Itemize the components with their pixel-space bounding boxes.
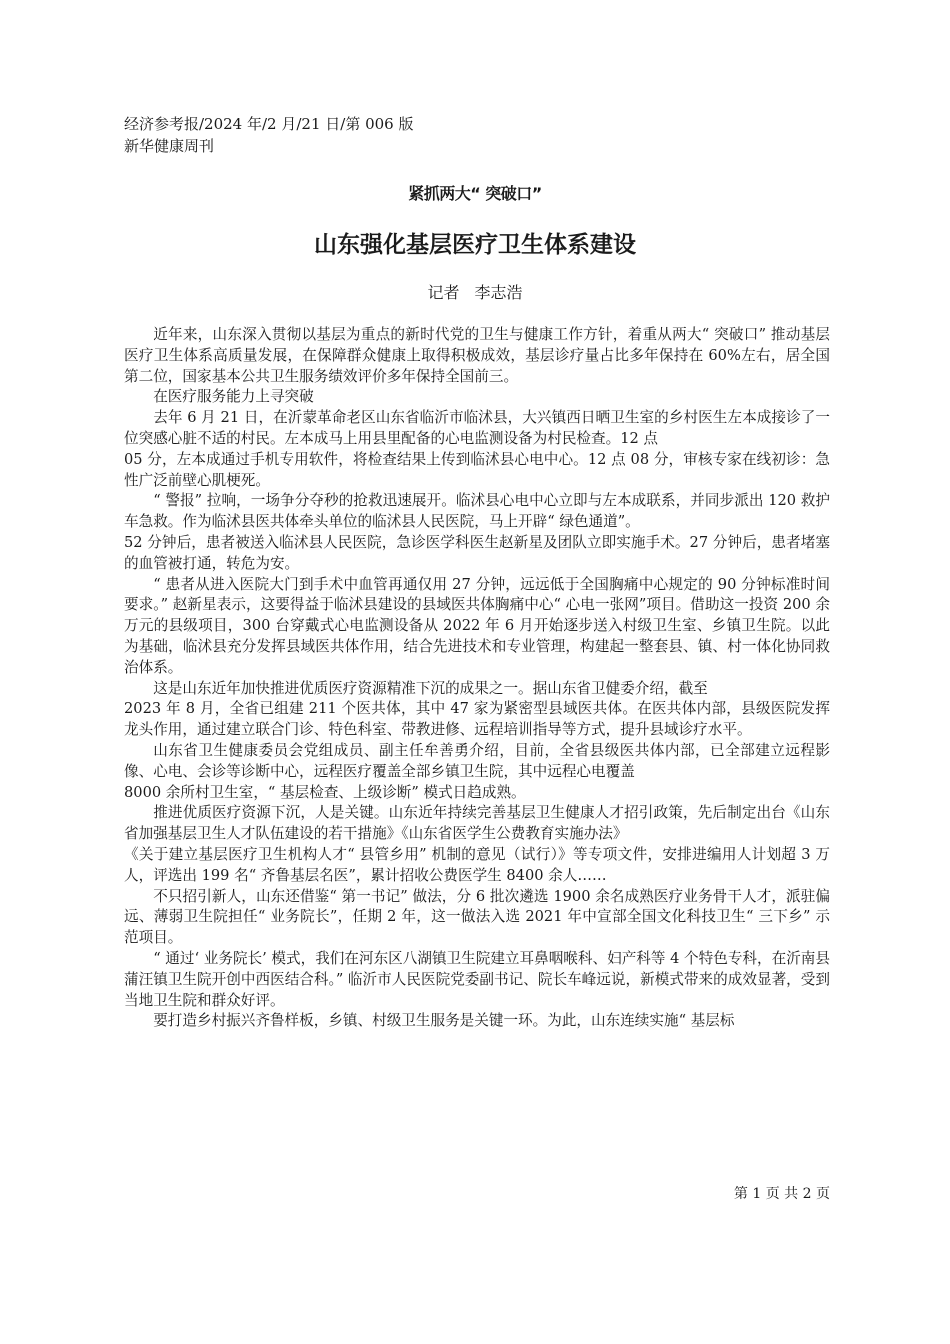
paragraph: 山东省卫生健康委员会党组成员、副主任牟善勇介绍，目前，全省县级医共体内部，已全部建立远程影像、心电、会诊等诊断中心，远程医疗覆盖全部乡镇卫生院，其中远程心电覆盖 <box>124 741 830 780</box>
article-byline: 记者 李志浩 <box>427 283 523 302</box>
paragraph: 《关于建立基层医疗卫生机构人才“ 县管乡用” 机制的意见（试行）》等专项文件，安排进编用人计划超 3 万人，评选出 199 名“ 齐鲁基层名医”，累计招收公费医学生 8400 余人…… <box>124 845 830 884</box>
paragraph: 去年 6 月 21 日，在沂蒙革命老区山东省临沂市临沭县，大兴镇西日晒卫生室的乡村医生左本成接诊了一位突感心脏不适的村民。左本成马上用县里配备的心电监测设备为村民检查。12 点 <box>124 409 830 447</box>
paragraph: “ 通过‘ 业务院长’ 模式，我们在河东区八湖镇卫生院建立耳鼻咽喉科、妇产科等 4 个特色专科，在沂南县蒲汪镇卫生院开创中西医结合科。” 临沂市人民医院党委副书记、院长车峰远说，新模式带来的成效显著，受到当地卫生院和群众好评。 <box>124 949 830 1009</box>
article-subtitle: 紧抓两大“ 突破口” <box>408 184 542 203</box>
paragraph: 8000 余所村卫生室，“ 基层检查、上级诊断” 模式日趋成熟。 <box>124 783 526 801</box>
paragraph: 2023 年 8 月，全省已组建 211 个医共体，其中 47 家为紧密型县域医共体。在医共体内部，县级医院发挥龙头作用，通过建立联合门诊、特色科室、带教进修、远程培训指导等方式，提升县域诊疗水平。 <box>124 700 830 739</box>
paragraph: 52 分钟后，患者被送入临沭县人民医院，急诊医学科医生赵新星及团队立即实施手术。27 分钟后，患者堵塞的血管被打通，转危为安。 <box>124 533 830 572</box>
paragraph: “ 警报” 拉响，一场争分夺秒的抢救迅速展开。临沭县心电中心立即与左本成联系，并同步派出 120 救护车急救。作为临沭县医共体牵头单位的临沭县人民医院，马上开辟“ 绿色通道”。 <box>124 492 830 531</box>
article-body <box>124 325 830 1032</box>
paragraph: 近年来，山东深入贯彻以基层为重点的新时代党的卫生与健康工作方针，着重从两大“ 突破口” 推动基层医疗卫生体系高质量发展，在保障群众健康上取得积极成效，基层诊疗量占比多年保持在 60%左右，居全国第二位，国家基本公共卫生服务绩效评价多年保持全国前三。 <box>124 326 830 385</box>
paragraph: 这是山东近年加快推进优质医疗资源精准下沉的成果之一。据山东省卫健委介绍，截至 <box>153 679 708 697</box>
section-heading: 在医疗服务能力上寻突破 <box>153 388 314 406</box>
paragraph: 05 分，左本成通过手机专用软件，将检查结果上传到临沭县心电中心。12 点 08 分，审核专家在线初诊：急性广泛前壁心肌梗死。 <box>124 450 830 489</box>
paragraph: 推进优质医疗资源下沉，人是关键。山东近年持续完善基层卫生健康人才招引政策，先后制定出台《山东省加强基层卫生人才队伍建设的若干措施》《山东省医学生公费教育实施办法》 <box>124 804 830 843</box>
paragraph: “ 患者从进入医院大门到手术中血管再通仅用 27 分钟，远远低于全国胸痛中心规定的 90 分钟标准时间要求。” 赵新星表示，这要得益于临沭县建设的县域医共体胸痛中心“ 心电一张网”项目。借助这一投资 200 余万元的县级项目，300 台穿戴式心电监测设备从 2022 年 6 月开始逐步送入村级卫生室、乡镇卫生院。以此为基础，临沭县充分发挥县域医共体作用，结合先进技术和专业管理，构建起一整套县、镇、村一体化协同救治体系。 <box>124 575 830 676</box>
paragraph: 不只招引新人，山东还借鉴“ 第一书记” 做法，分 6 批次遴选 1900 余名成熟医疗业务骨干人才，派驻偏远、薄弱卫生院担任“ 业务院长”，任期 2 年，这一做法入选 2021 年中宣部全国文化科技卫生“ 三下乡” 示范项目。 <box>124 887 830 947</box>
paragraph: 要打造乡村振兴齐鲁样板，乡镇、村级卫生服务是关键一环。为此，山东连续实施“ 基层标 <box>153 1012 735 1030</box>
source-line: 经济参考报/2024 年/2 月/21 日/第 006 版新华健康周刊 <box>124 115 414 155</box>
page-number: 第 1 页 共 2 页 <box>733 1186 830 1202</box>
article-title: 山东强化基层医疗卫生体系建设 <box>314 232 636 258</box>
